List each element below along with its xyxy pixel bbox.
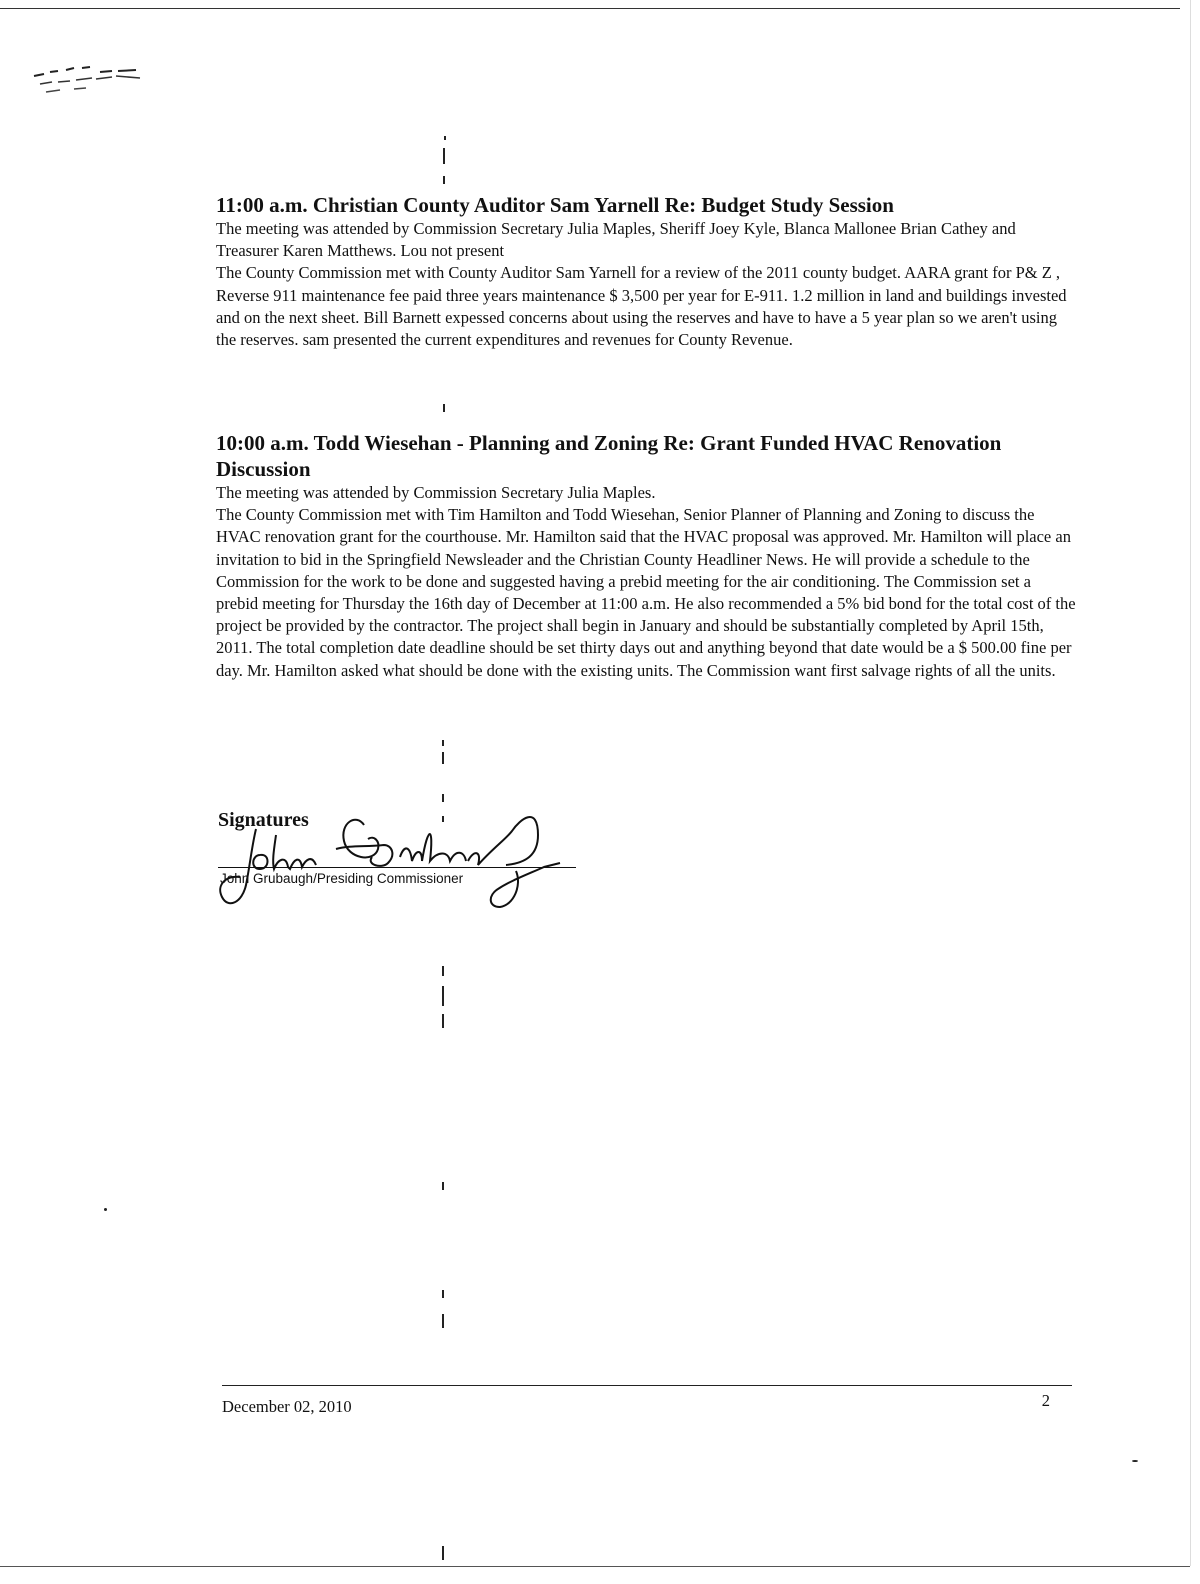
scan-dash-mark bbox=[442, 794, 444, 802]
scan-dash-mark bbox=[442, 752, 444, 764]
scan-dash-mark bbox=[442, 986, 444, 1006]
scan-dash-mark bbox=[442, 740, 444, 746]
scan-bottom-edge bbox=[0, 1566, 1190, 1567]
attendance-paragraph: The meeting was attended by Commission Secretary Julia Maples, Sheriff Joey Kyle, Blanca Mallonee Brian Cathey and Treasurer Karen Matthews. Lou not present bbox=[216, 219, 1016, 261]
scan-smudge-mark bbox=[30, 62, 150, 112]
scan-right-edge bbox=[1190, 0, 1191, 1566]
scan-top-edge bbox=[0, 8, 1180, 9]
section-title: 11:00 a.m. Christian County Auditor Sam Yarnell Re: Budget Study Session bbox=[216, 193, 894, 217]
section-title: 10:00 a.m. Todd Wiesehan - Planning and Zoning Re: Grant Funded HVAC Renovation Discussion bbox=[216, 431, 1002, 481]
signatures-heading: Signatures bbox=[218, 809, 309, 831]
signature-block bbox=[216, 805, 596, 915]
scan-dash-mark bbox=[444, 136, 446, 140]
handwritten-signature bbox=[216, 805, 596, 915]
section-body bbox=[216, 218, 1076, 351]
summary-paragraph: The County Commission met with Tim Hamilton and Todd Wiesehan, Senior Planner of Planning and Zoning to discuss the HVAC renovation grant for the courthouse. Mr. Hamilton said that the HVAC proposal was approved. Mr. Hamilton will place an invitation to bid in the Springfield Newsleader and the Christian County Headliner News. He will provide a schedule to the Commission for the work to be done and suggested having a prebid meeting for the air conditioning. The Commission set a prebid meeting for Thursday the 16th day of December at 11:00 a.m. He also recommended a 5% bid bond for the total cost of the project be provided by the contractor. The project shall begin in January and should be substantially completed by April 15th, 2011. The total completion date deadline should be set thirty days out and anything beyond that date would be a $ 500.00 fine per day. Mr. Hamilton asked what should be done with the existing units. The Commission want first salvage rights of all the units. bbox=[216, 505, 1076, 680]
scan-speck bbox=[1132, 1460, 1138, 1462]
section-body bbox=[216, 482, 1076, 682]
scan-dash-mark bbox=[442, 1314, 444, 1328]
scan-dash-mark bbox=[443, 404, 445, 412]
scan-dash-mark bbox=[442, 966, 444, 976]
scan-dash-mark bbox=[442, 1546, 444, 1560]
meeting-section-hvac-renovation bbox=[216, 430, 1076, 682]
page-footer bbox=[222, 1385, 1072, 1416]
footer-date: December 02, 2010 bbox=[222, 1397, 352, 1416]
scan-dash-mark bbox=[443, 148, 445, 164]
meeting-section-budget-study bbox=[216, 192, 1076, 351]
scan-dash-mark bbox=[442, 1290, 444, 1298]
attendance-paragraph: The meeting was attended by Commission Secretary Julia Maples. bbox=[216, 483, 656, 502]
footer-rule bbox=[222, 1385, 1072, 1386]
scan-dash-mark bbox=[443, 176, 445, 184]
scan-dash-mark bbox=[442, 1182, 444, 1190]
scan-dash-mark bbox=[442, 1014, 444, 1028]
summary-paragraph: The County Commission met with County Auditor Sam Yarnell for a review of the 2011 county budget. AARA grant for P& Z , Reverse 911 maintenance fee paid three years maintenance $ 3,500 per year for E-911. 1.2 million in land and buildings invested and on the next sheet. Bill Barnett expessed concerns about using the reserves and have to have a 5 year plan so we aren't using the reserves. sam presented the current expenditures and revenues for County Revenue. bbox=[216, 263, 1067, 350]
signer-name: John Grubaugh/Presiding Commissioner bbox=[220, 871, 464, 886]
scan-speck bbox=[104, 1208, 107, 1211]
page-number: 2 bbox=[1041, 1391, 1050, 1410]
